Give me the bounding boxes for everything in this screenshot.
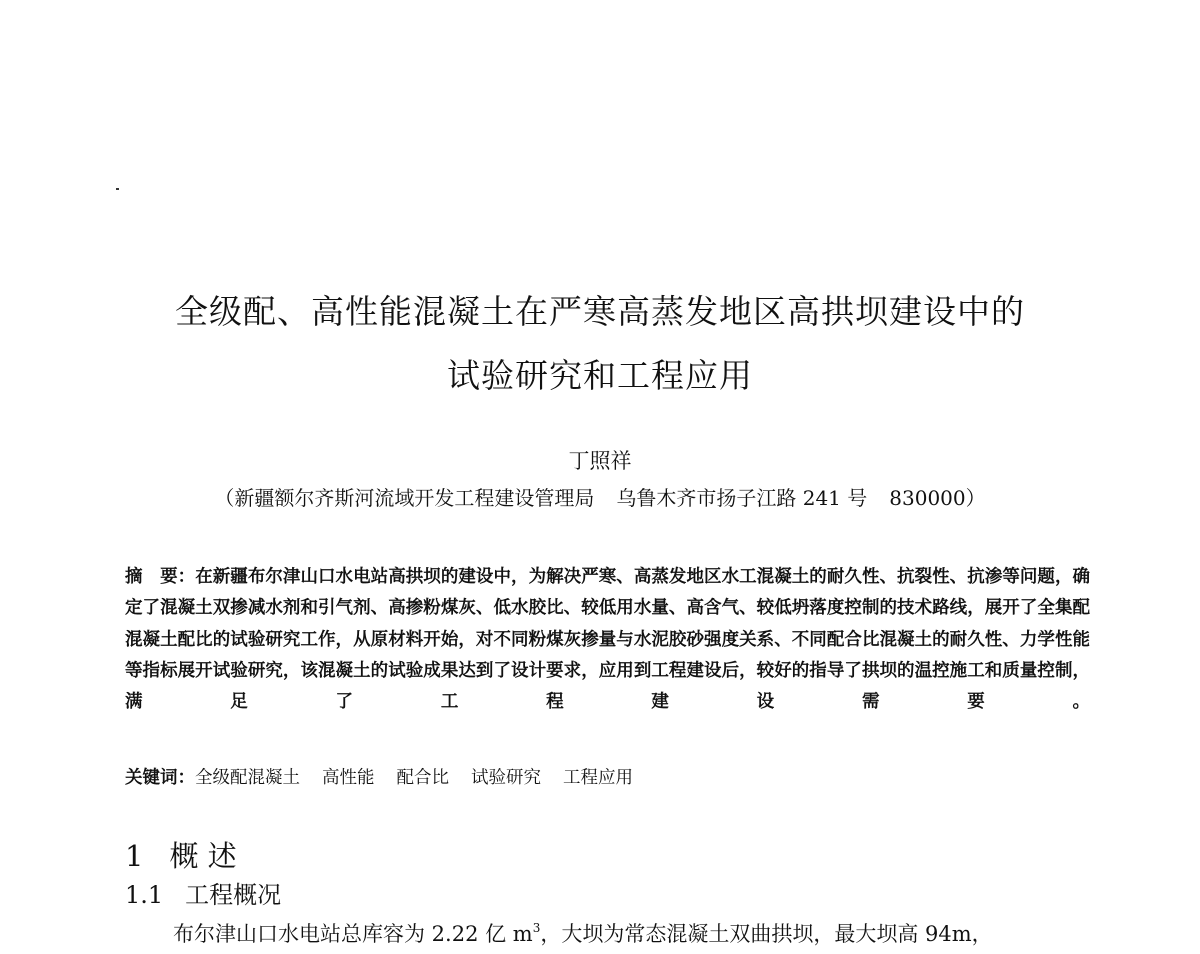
section-number: 1 (125, 839, 144, 873)
keyword-item: 试验研究 (471, 768, 541, 788)
keyword-item: 高性能 (322, 768, 375, 788)
affiliation-organization: 新疆额尔齐斯河流域开发工程建设管理局 (234, 486, 595, 510)
author-affiliation (60, 484, 1140, 512)
affiliation-open-paren: （ (214, 486, 235, 510)
abstract-text: 在新疆布尔津山口水电站高拱坝的建设中，为解决严寒、高蒸发地区水工混凝土的耐久性、抗裂性、抗渗等问题，确定了混凝土双掺减水剂和引气剂、高掺粉煤灰、低水胶比、较低用水量、高含气、较低坍落度控制的技术路线，展开了全集配混凝土配比的试验研究工作，从原材料开始，对不同粉煤灰掺量与水泥胶砂强度关系、不同配合比混凝土的耐久性、力学性能等指标展开试验研究，该混凝土的试验成果达到了设计要求，应用到工程建设后，较好的指导了拱坝的温控施工和质量控制，满足了工程建设需要。 (125, 567, 1090, 713)
body-superscript: 3 (532, 921, 541, 935)
subsection-number: 1.1 (125, 881, 164, 909)
affiliation-postcode: 830000 (889, 486, 966, 510)
author-name: 丁照祥 (568, 449, 632, 473)
keywords (125, 764, 1090, 792)
paper-title-line-2: 试验研究和工程应用 (447, 356, 753, 395)
section-title: 概 述 (169, 839, 237, 873)
abstract-label: 摘 要： (125, 567, 196, 587)
affiliation-address: 乌鲁木齐市扬子江路 241 号 (616, 486, 868, 510)
body-text-part-2: ，大坝为常态混凝土双曲拱坝，最大坝高 94m， (540, 922, 993, 946)
keyword-item: 工程应用 (563, 768, 633, 788)
abstract (125, 562, 1090, 718)
paper-title-line-1: 全级配、高性能混凝土在严寒高蒸发地区高拱坝建设中的 (175, 292, 1025, 331)
body-text-part-1: 布尔津山口水电站总库容为 2.22 亿 m (173, 922, 533, 946)
section-heading-1 (125, 836, 237, 876)
keyword-item: 配合比 (396, 768, 449, 788)
subsection-title: 工程概况 (185, 881, 282, 909)
body-paragraph-line (173, 918, 993, 950)
keywords-label: 关键词： (125, 768, 195, 788)
affiliation-close-paren: ） (965, 486, 986, 510)
subsection-heading-1-1 (125, 878, 281, 912)
keyword-item: 全级配混凝土 (195, 768, 300, 788)
scan-speck (116, 188, 119, 190)
